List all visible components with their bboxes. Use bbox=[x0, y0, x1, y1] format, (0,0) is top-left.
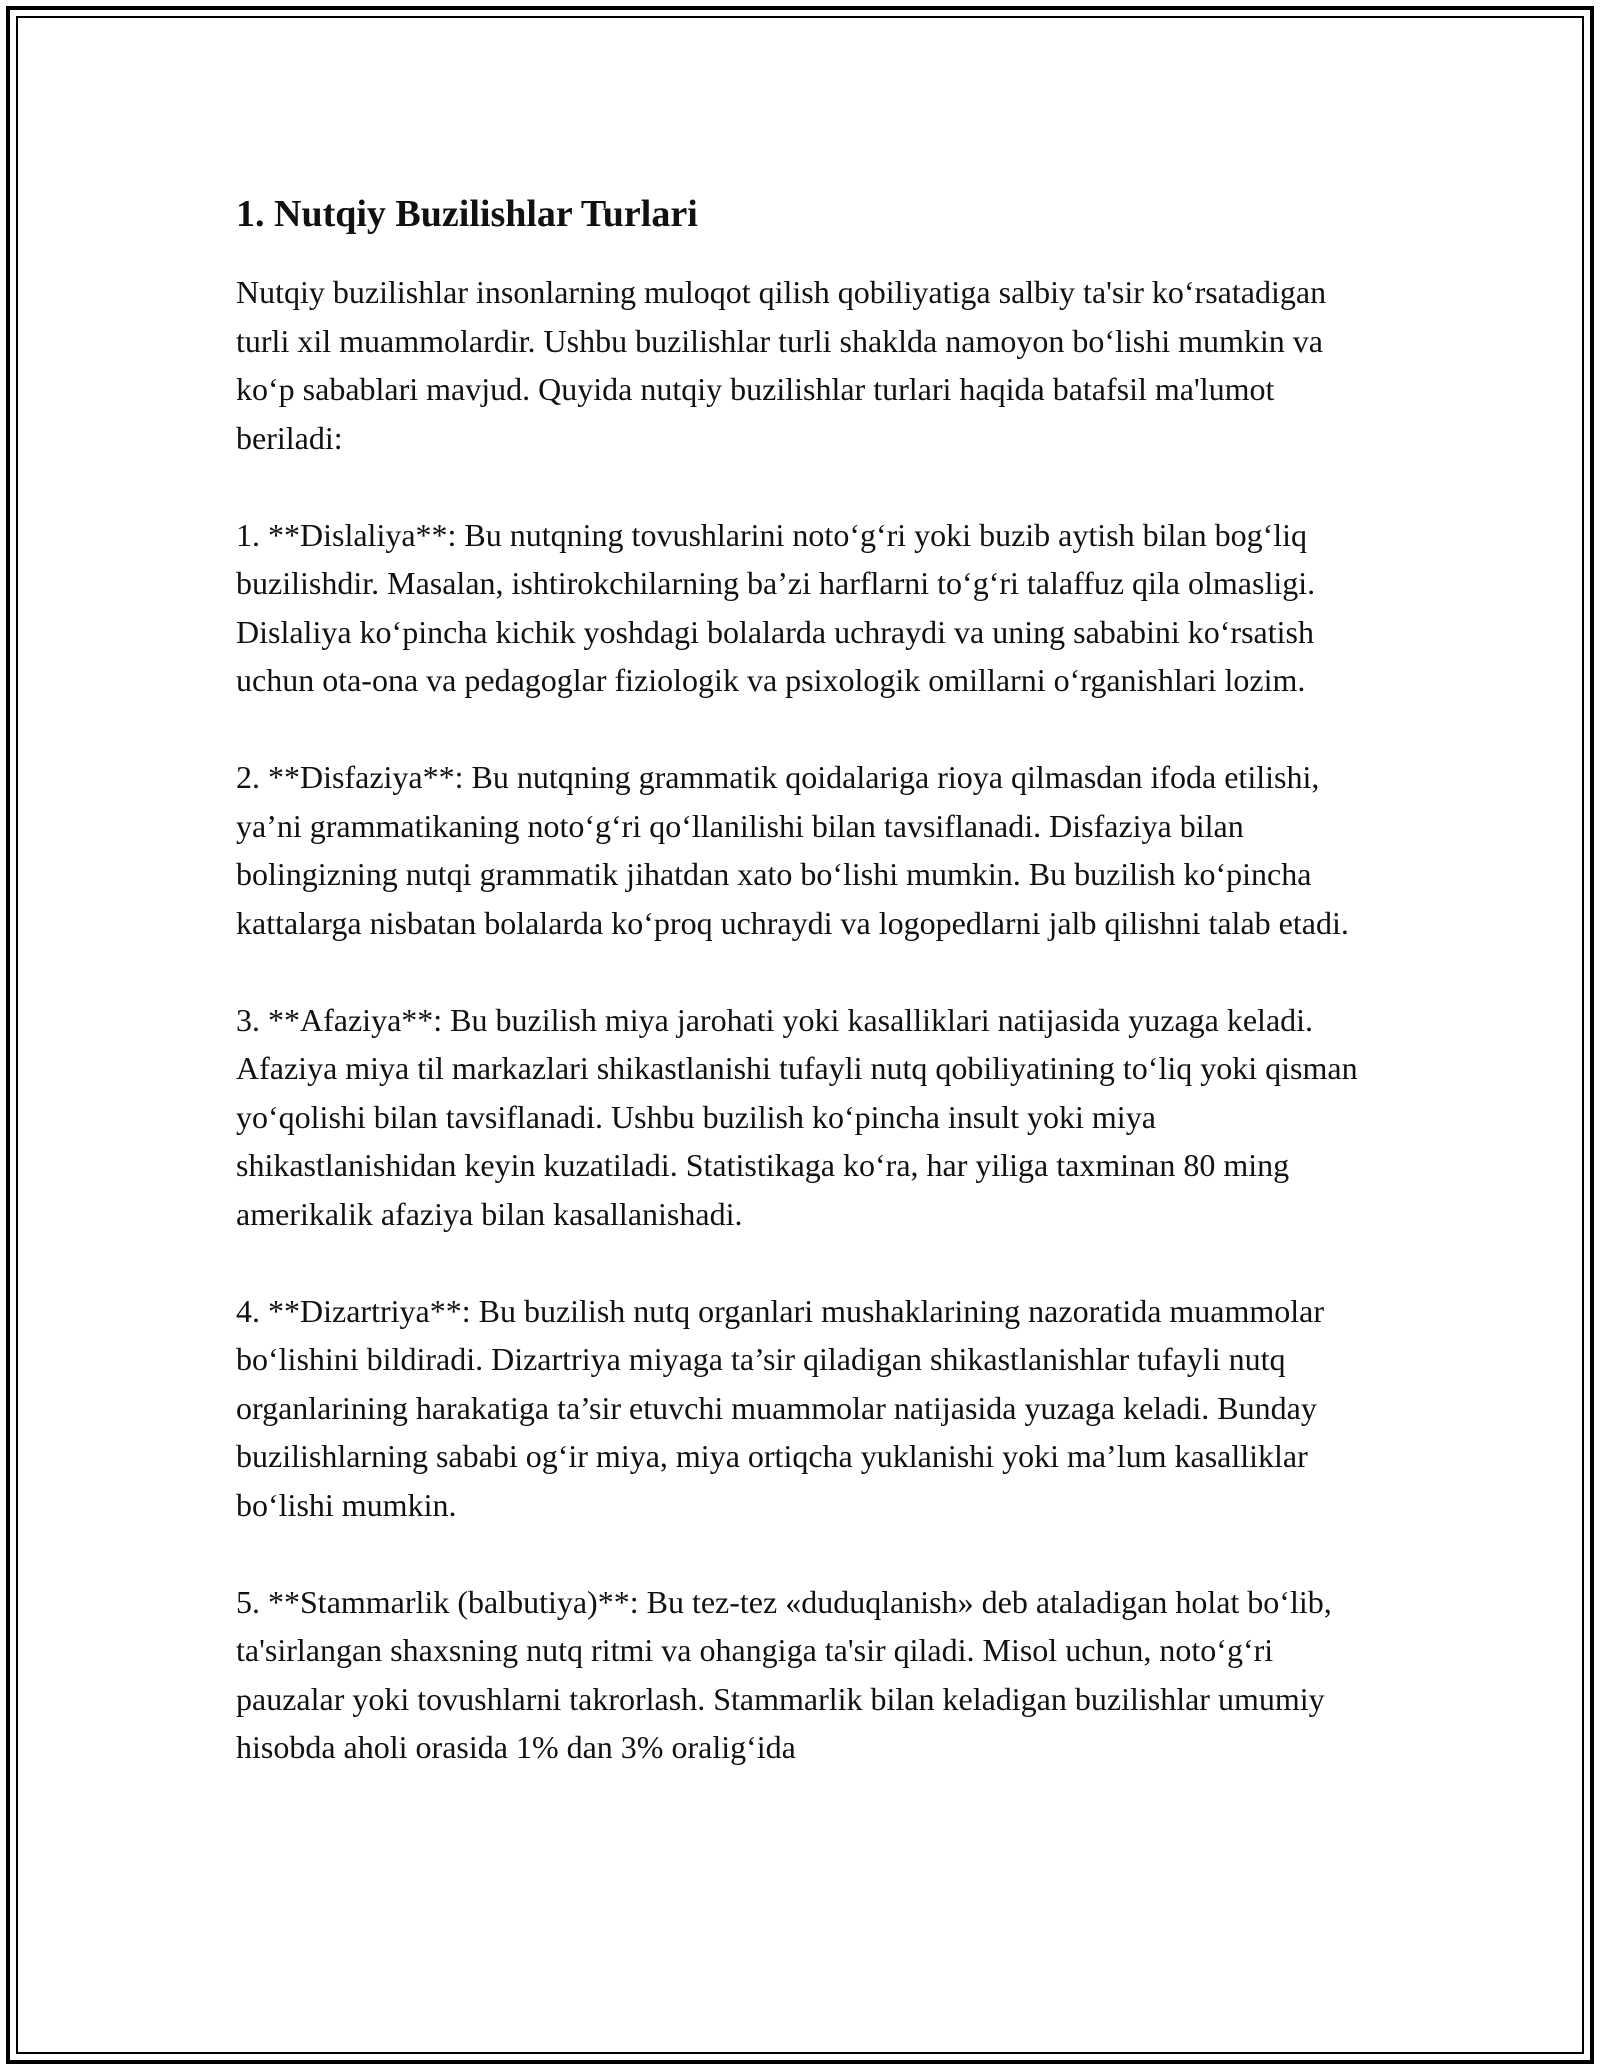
list-item-disfaziya: 2. **Disfaziya**: Bu nutqning grammatik qoidalariga rioya qilmasdan ifoda etilishi, ya’ni grammatikaning noto‘g‘ri qo‘llanilishi bilan tavsiflanadi. Disfaziya bilan bolingizning nutqi grammatik jihatdan xato bo‘lishi mumkin. Bu buzilish ko‘pincha kattalarga nisbatan bolalarda ko‘proq uchraydi va logopedlarni jalb qilishni talab etadi. bbox=[236, 759, 1349, 941]
list-item-dizartriya: 4. **Dizartriya**: Bu buzilish nutq organlari mushaklarining nazoratida muammolar bo‘lishini bildiradi. Dizartriya miyaga ta’sir qiladigan shikastlanishlar tufayli nutq organlarining harakatiga ta’sir etuvchi muammolar natijasida yuzaga keladi. Bunday buzilishlarning sababi og‘ir miya, miya ortiqcha yuklanishi yoki ma’lum kasalliklar bo‘lishi mumkin. bbox=[236, 1292, 1325, 1523]
intro-paragraph: Nutqiy buzilishlar insonlarning muloqot qilish qobiliyatiga salbiy ta'sir ko‘rsatadigan turli xil muammolardir. Ushbu buzilishlar turli shaklda namoyon bo‘lishi mumkin va ko‘p sabablari mavjud. Quyida nutqiy buzilishlar turlari haqida batafsil ma'lumot beriladi: bbox=[236, 274, 1327, 456]
list-item-stammarlik: 5. **Stammarlik (balbutiya)**: Bu tez-tez «duduqlanish» deb ataladigan holat bo‘lib, ta'sirlangan shaxsning nutq ritmi va ohangiga ta'sir qiladi. Misol uchun, noto‘g‘ri pauzalar yoki tovushlarni takrorlash. Stammarlik bilan keladigan buzilishlar umumiy hisobda aholi orasida 1% dan 3% oralig‘ida bbox=[236, 1583, 1332, 1765]
section-heading: 1. Nutqiy Buzilishlar Turlari bbox=[236, 193, 698, 235]
document-body bbox=[236, 186, 1376, 1820]
list-item-afaziya: 3. **Afaziya**: Bu buzilish miya jarohati yoki kasalliklari natijasida yuzaga keladi. Afaziya miya til markazlari shikastlanishi tufayli nutq qobiliyatining to‘liq yoki qisman yo‘qolishi bilan tavsiflanadi. Ushbu buzilish ko‘pincha insult yoki miya shikastlanishidan keyin kuzatiladi. Statistikaga ko‘ra, har yiliga taxminan 80 ming amerikalik afaziya bilan kasallanishadi. bbox=[236, 1001, 1358, 1232]
list-item-dislaliya: 1. **Dislaliya**: Bu nutqning tovushlarini noto‘g‘ri yoki buzib aytish bilan bog‘liq buzilishdir. Masalan, ishtirokchilarning ba’zi harflarni to‘g‘ri talaffuz qila olmasligi. Dislaliya ko‘pincha kichik yoshdagi bolalarda uchraydi va uning sababini ko‘rsatish uchun ota-ona va pedagoglar fiziologik va psixologik omillarni o‘rganishlari lozim. bbox=[236, 516, 1316, 698]
